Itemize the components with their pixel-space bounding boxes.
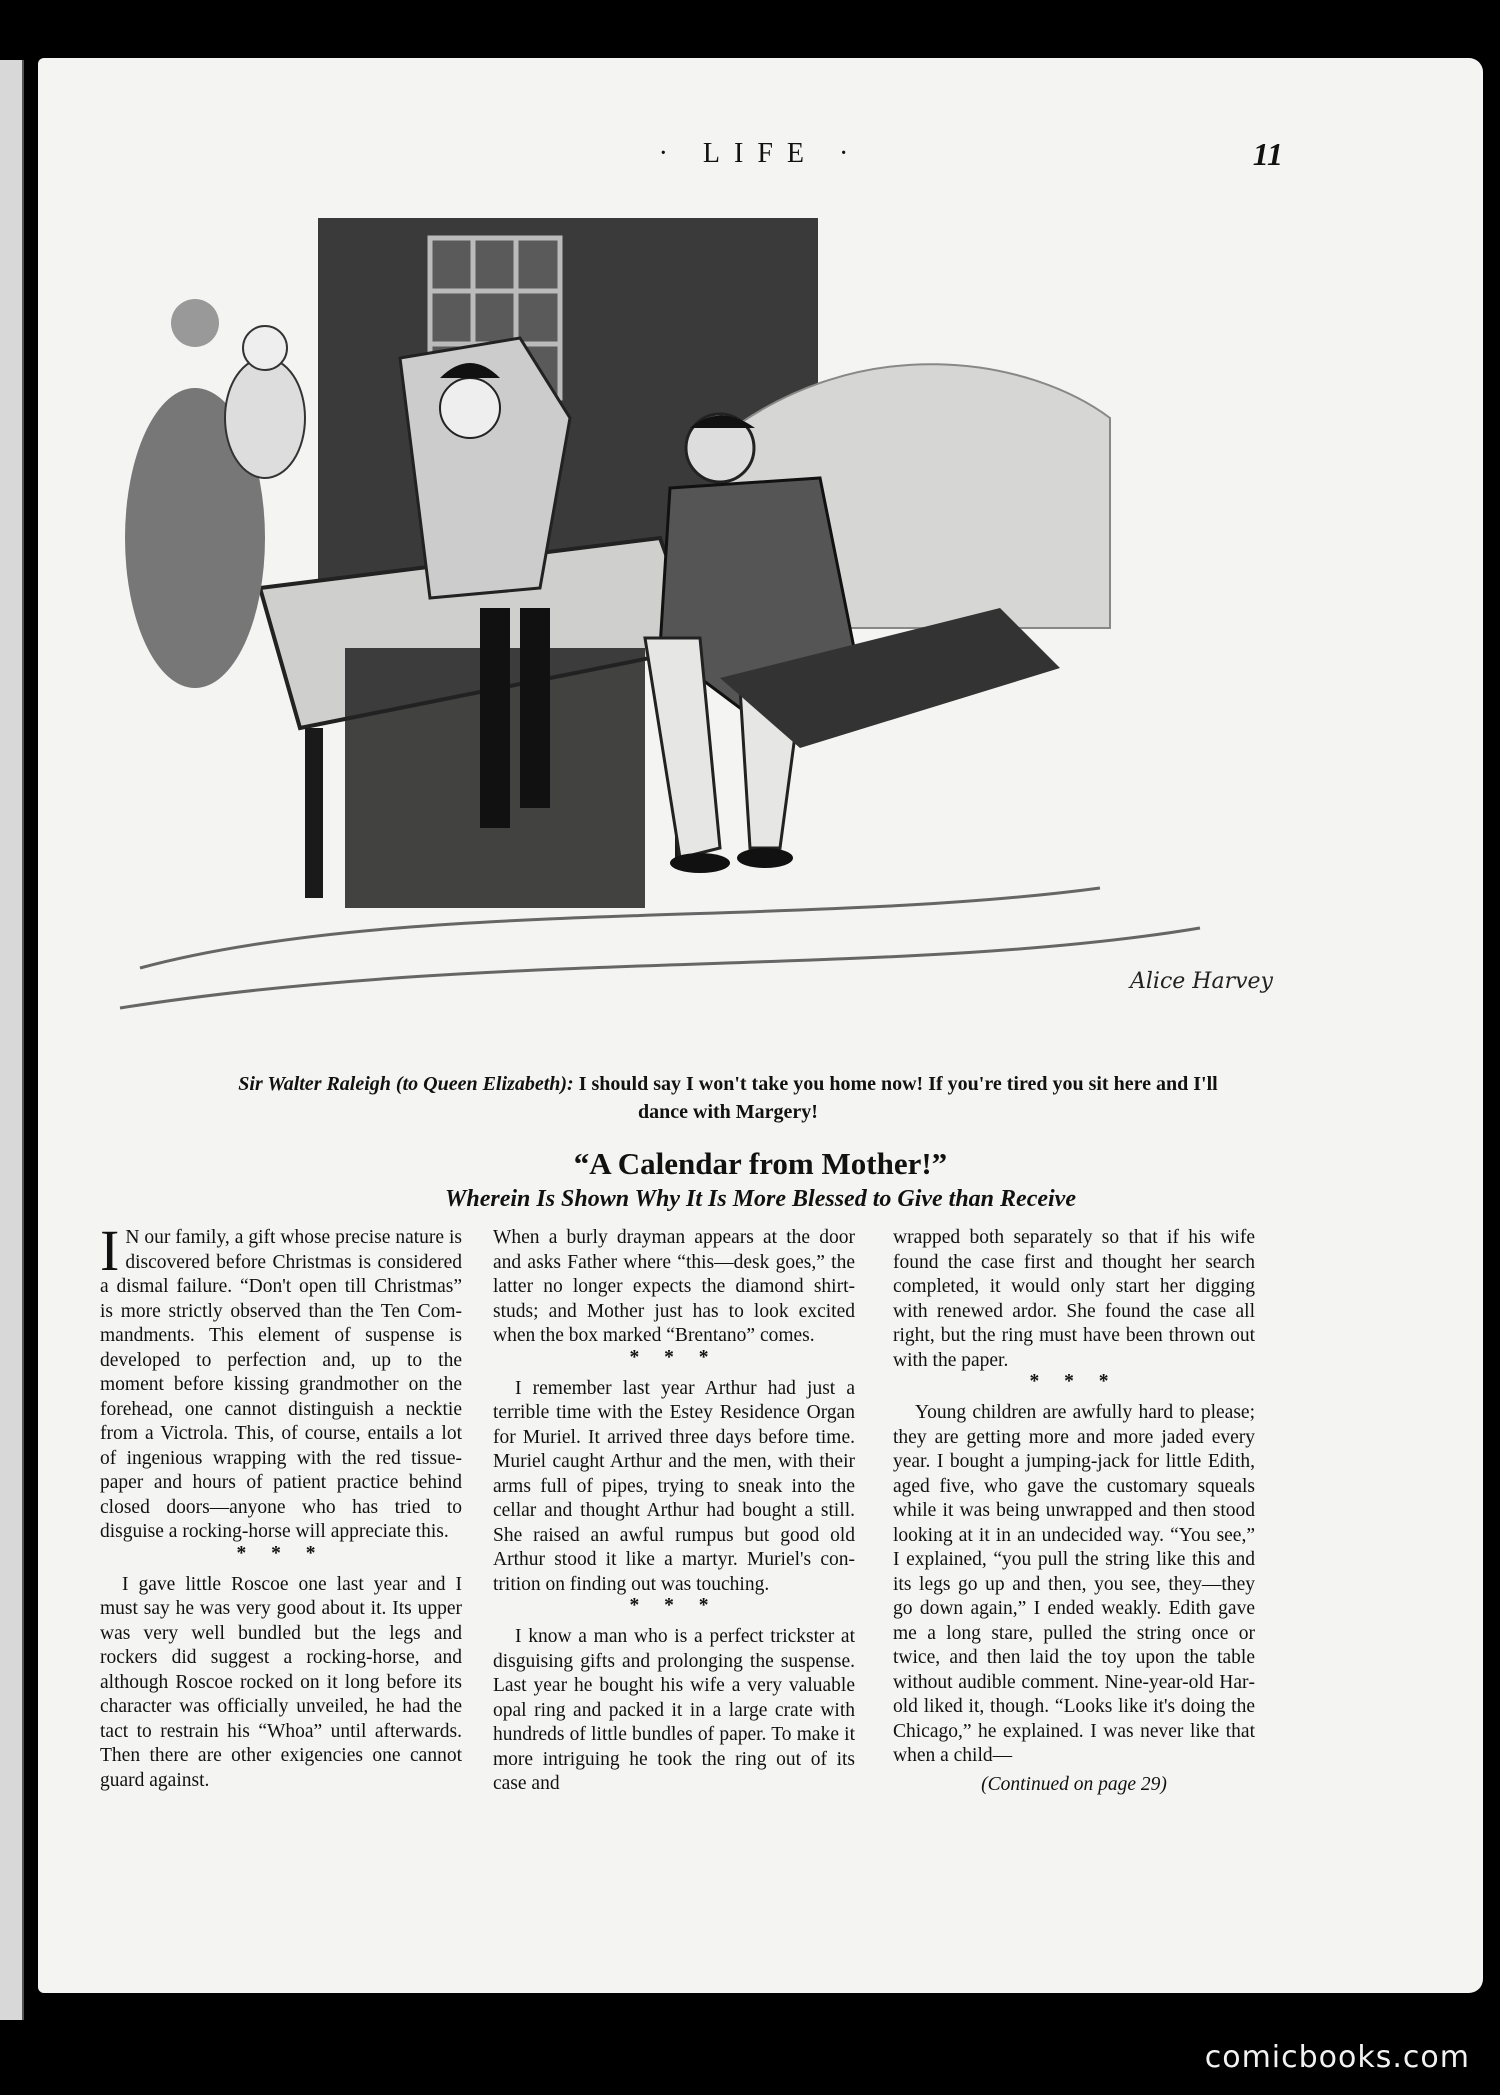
- caption-speaker: Sir Walter Raleigh (to Queen Elizabeth):: [238, 1073, 574, 1095]
- masthead: · LIFE ·: [658, 138, 863, 169]
- column-2: [493, 1226, 855, 1797]
- section-separator: * * *: [236, 1542, 326, 1564]
- paragraph: I remember last year Arthur had just a terrible time with the Estey Residence Organ for Muriel. It arrived three days before time. Muriel caught Arthur and the men, with their arms full of pipes, trying to sneak into the cellar and thought Arthur had bought a still. She raised an awful rumpus but good old Arthur stood it like a martyr. Muriel's contrition on finding out was touching.: [493, 1377, 855, 1595]
- paragraph: Young children are awfully hard to please; they are getting more and more jaded every year. I bought a jumping-jack for little Edith, aged five, who gave the customary squeals while it was being unwrapped and then stood looking at it in an undecided way. “You see,” I explained, “you pull the string like this and its legs go up and then, you see, they—they go down again,” I ended weakly. Edith gave me a long stare, pulled the string once or twice, and then laid the toy upon the table without audible comment. Nine-year-old Harold liked it, though. “Looks like it's doing the Chicago,” he explained. I was never like that when a child—: [893, 1402, 1255, 1766]
- page-number: 11: [1252, 136, 1283, 172]
- column-3: [893, 1226, 1255, 1797]
- continued-note: (Continued on page 29): [981, 1773, 1167, 1795]
- binding-edge: [0, 60, 24, 2020]
- magazine-page: [38, 58, 1483, 1993]
- section-separator: * * *: [629, 1346, 719, 1368]
- artist-signature: Alice Harvey: [1130, 969, 1273, 994]
- illustration-caption: [218, 1070, 1238, 1126]
- paragraph: I gave little Roscoe one last year and I must say he was very good about it. Its upper was very well bundled but the legs and rockers did suggest a rocking-horse, and although Roscoe rocked on it long before its character was officially unveiled, he had the tact to restrain his “Whoa” until afterwards. Then there are other exigencies one cannot guard against.: [100, 1573, 462, 1791]
- watermark: comicbooks.com: [1204, 2040, 1470, 2075]
- paragraph: I N our family, a gift whose precise nature is discovered before Christmas is considered a dismal failure. “Don't open till Christmas” is more strictly observed than the Ten Commandments. This element of suspense is developed to perfection and, up to the moment before kissing grandmother on the forehead, one cannot distinguish a necktie from a Victrola. This, of course, entails a lot of ingenious wrapping with the red tissue-paper and hours of patient practice behind closed doors—anyone who has tried to disguise a rocking-horse will appreciate this.: [100, 1218, 462, 1542]
- article-title: “A Calendar from Mother!”: [573, 1146, 948, 1181]
- column-1: [100, 1218, 462, 1793]
- section-separator: * * *: [629, 1595, 719, 1616]
- caption-text: I should say I won't take you home now! If you're tired you sit here and I'll dance with Margery!: [573, 1073, 1218, 1123]
- paragraph: When a burly drayman appears at the door and asks Father where “this—desk goes,” the latter no longer expects the diamond shirt-studs; and Mother just has to look excited when the box marked “Brentano” comes.: [493, 1227, 855, 1346]
- section-separator: * * *: [1029, 1371, 1119, 1392]
- drop-cap: I: [100, 1218, 120, 1283]
- paragraph: wrapped both separately so that if his wife found the case first and thought her search completed, it would only start her digging with renewed ardor. She found the case all right, but the ring must have been thrown out with the paper.: [893, 1227, 1255, 1371]
- paragraph: I know a man who is a perfect trickster at disguising gifts and prolonging the suspense. Last year he bought his wife a very valuable opal ring and packed it in a large crate with hundreds of little bundles of paper. To make it more intriguing he took the ring out of its case and: [493, 1626, 855, 1794]
- article-subtitle: Wherein Is Shown Why It Is More Blessed to Give than Receive: [445, 1186, 1076, 1212]
- illustration: [100, 208, 1390, 1038]
